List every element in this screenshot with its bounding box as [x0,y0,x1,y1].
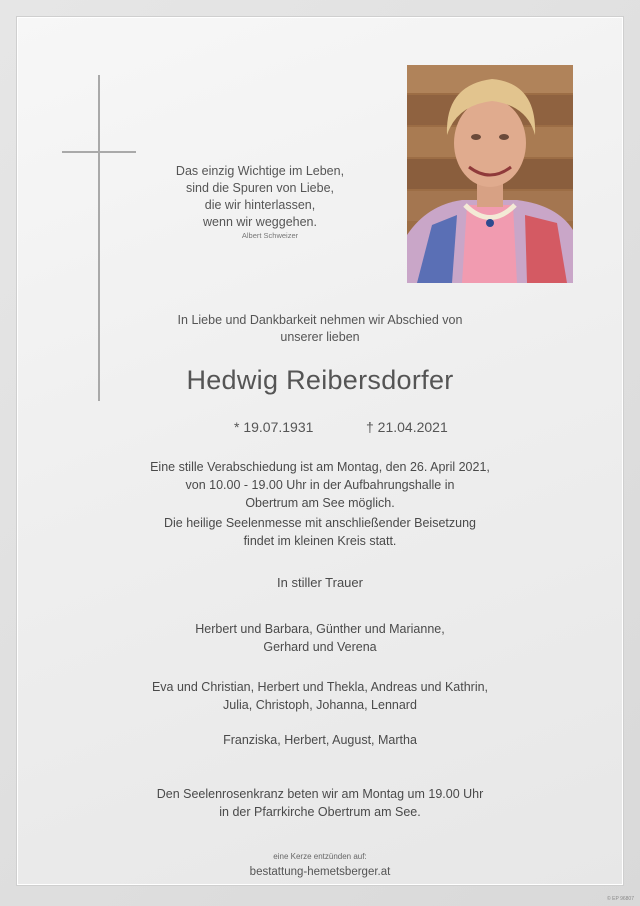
intro-line: unserer lieben [280,330,360,344]
quote-line: Das einzig Wichtige im Leben, [175,164,345,178]
mass-text [0,514,640,550]
birth-date: * 19.07.1931 [234,419,314,435]
family-line: Herbert und Barbara, Günther und Marianne, [195,622,445,636]
rosary-line: Den Seelenrosenkranz beten wir am Montag um 19.00 Uhr [156,787,484,801]
family-group-grandchildren [0,678,640,714]
death-date: † 21.04.2021 [366,419,448,435]
family-group-great-grandchildren: Franziska, Herbert, August, Martha [223,733,417,747]
family-line: Eva und Christian, Herbert und Thekla, Andreas und Kathrin, [151,680,489,694]
quote-author: Albert Schweizer [241,231,299,240]
farewell-text [0,458,640,512]
farewell-line: von 10.00 - 19.00 Uhr in der Aufbahrungshalle in [185,478,455,492]
quote-line: die wir hinterlassen, [204,198,316,212]
rosary-text [0,785,640,821]
cross-horizontal-beam [62,151,136,153]
farewell-line: Eine stille Verabschiedung ist am Montag, den 26. April 2021, [150,460,490,474]
intro-line: In Liebe und Dankbarkeit nehmen wir Abschied von [177,313,463,327]
cross-vertical-beam [98,75,100,401]
mourning-heading: In stiller Trauer [277,575,363,590]
mass-line: findet im kleinen Kreis statt. [243,534,397,548]
mass-line: Die heilige Seelenmesse mit anschließender Beisetzung [164,516,476,530]
quote-block [160,163,360,241]
quote-line: sind die Spuren von Liebe, [185,181,335,195]
intro-text [0,312,640,346]
rosary-line: in der Pfarrkirche Obertrum am See. [219,805,421,819]
quote-line: wenn wir weggehen. [203,215,317,229]
family-line: Gerhard und Verena [263,640,377,654]
candle-label: eine Kerze entzünden auf: [273,852,367,861]
farewell-line: Obertrum am See möglich. [245,496,395,510]
portrait-photo [407,65,573,283]
family-line: Julia, Christoph, Johanna, Lennard [223,698,417,712]
document-code: © EP 96807 [607,896,634,902]
family-group-children [0,620,640,656]
website-link[interactable]: bestattung-hemetsberger.at [249,866,391,878]
deceased-name: Hedwig Reibersdorfer [186,365,454,395]
